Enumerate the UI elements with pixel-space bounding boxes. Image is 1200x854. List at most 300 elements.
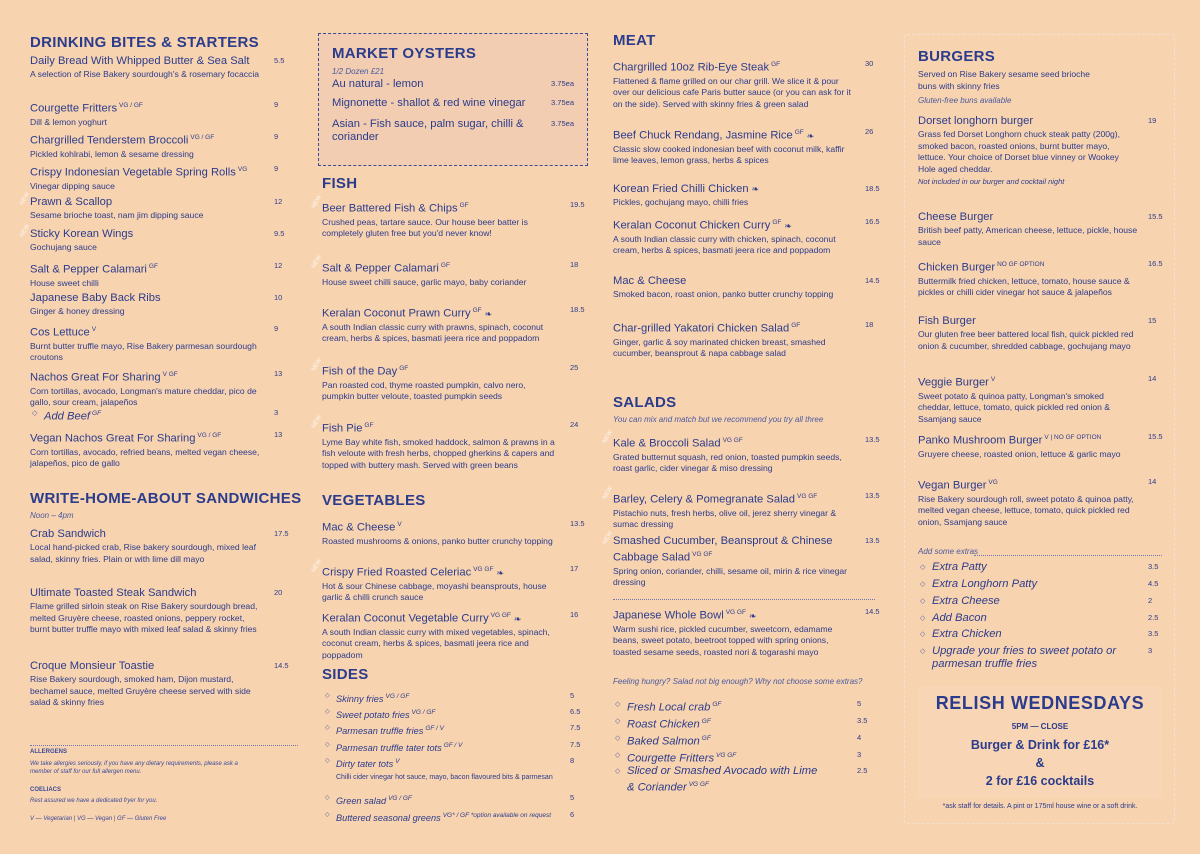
salads-divider: [613, 599, 875, 600]
menu-item: [613, 275, 883, 301]
item-name: Dirty tater tots: [336, 759, 394, 770]
relish-box: [917, 686, 1163, 798]
dietary-tags: GF: [771, 61, 781, 68]
item-name: Buttered seasonal greens: [336, 813, 441, 824]
item-name: Ultimate Toasted Steak Sandwich: [30, 587, 197, 599]
item-name: Mignonette - shallot & red wine vinegar: [332, 97, 526, 109]
item-description: A south Indian classic curry with chicken, spinach, coconut cream, herbs & spices, basmati jeera rice and poppadom: [613, 233, 836, 256]
new-badge: NEW: [601, 429, 615, 445]
item-description: Roasted mushrooms & onions, panko butter crunchy topping: [322, 535, 553, 546]
item-description: Pickles, gochujang mayo, chilli fries: [613, 197, 749, 207]
item-name: Prawn & Scallop: [30, 196, 113, 208]
menu-item: [932, 612, 1166, 625]
item-price: 25: [570, 363, 579, 372]
item-name: Japanese Baby Back Ribs: [30, 292, 161, 304]
item-name: Salt & Pepper Calamari: [322, 262, 439, 275]
dietary-tags: VG* / GF *option available on request: [442, 812, 551, 819]
item-price: 8: [570, 756, 575, 765]
item-price: 17: [570, 564, 579, 573]
item-price: 3: [857, 750, 862, 759]
oysters-heading: MARKET OYSTERS: [332, 45, 477, 62]
menu-item: [310, 558, 588, 604]
item-description: Gruyere cheese, roasted onion, lettuce & garlic mayo: [918, 448, 1121, 459]
menu-item: [310, 414, 588, 472]
item-name: Green salad: [336, 796, 387, 807]
salads-sub: You can mix and match but we recommend you try all three: [613, 415, 824, 424]
drinking-bites-heading: DRINKING BITES & STARTERS: [30, 34, 259, 51]
chili-icon: ❧: [784, 220, 792, 231]
relish-time: 5PM — CLOSE: [1011, 722, 1069, 731]
relish-note: *ask staff for details. A pint or 175ml house wine or a soft drink.: [942, 803, 1138, 810]
dietary-tags: NO GF OPTION: [997, 261, 1045, 268]
item-description: Our gluten free beer battered local fish, quick pickled red onion & cucumber, shredded cabbage, gochujang mayo: [918, 329, 1134, 351]
menu-item: [627, 715, 875, 732]
dietary-tags: GF: [712, 701, 722, 708]
sandwiches-sub: Noon – 4pm: [30, 511, 74, 520]
burgers-intro: Served on Rise Bakery sesame seed brioche buns with skinny fries: [918, 69, 1090, 91]
item-name: Daily Bread With Whipped Butter & Sea Salt: [30, 55, 250, 67]
dietary-tags: GF: [399, 365, 409, 372]
menu-item: [613, 319, 883, 360]
item-description: Classic slow cooked indonesian beef with coconut milk, kaffir lime leaves, lemon grass, herbs & spices: [613, 143, 845, 166]
menu-item: [613, 183, 883, 209]
chili-icon: ❧: [751, 184, 760, 194]
item-description: Crushed peas, tartare sauce. Our house beer batter is completely gluten free but you'd never know!: [322, 216, 528, 239]
item-price: 4: [857, 733, 862, 742]
item-price: 15.5: [1148, 432, 1163, 441]
item-price: 18: [865, 320, 874, 329]
item-price: 3.5: [1148, 562, 1159, 571]
menu-item: [932, 645, 1166, 671]
item-price: 2.5: [857, 766, 868, 775]
menu-item: [601, 429, 883, 475]
item-name: Fresh Local crab: [627, 701, 711, 714]
dietary-tags: V: [397, 521, 402, 528]
item-price: 20: [274, 588, 283, 597]
item-description: Chilli cider vinegar hot sauce, mayo, bacon flavoured bits & parmesan: [336, 774, 553, 782]
item-price: 5: [570, 691, 575, 700]
menu-item: [601, 530, 883, 589]
oyster-item: [332, 118, 574, 144]
menu-item: [627, 765, 875, 795]
dietary-tags: VG / GF: [197, 432, 222, 439]
item-name: Fish Pie: [322, 422, 363, 435]
item-name: Courgette Fritters: [627, 752, 715, 765]
item-price: 14.5: [865, 276, 880, 285]
item-name: Kale & Broccoli Salad: [613, 437, 721, 450]
item-name: Skinny fries: [336, 694, 384, 705]
menu-item: [613, 606, 883, 659]
menu-item: [44, 407, 292, 424]
menu-item: [613, 216, 883, 257]
item-description: Smoked bacon, roast onion, panko butter crunchy topping: [613, 289, 834, 299]
item-price: 13.5: [865, 536, 880, 545]
oyster-item: [332, 78, 574, 91]
item-description: Hot & sour Chinese cabbage, moyashi beansprouts, house garlic & chilli crunch sauce: [322, 580, 547, 603]
relish-offer-1: Burger & Drink for £16*: [970, 738, 1110, 752]
item-price: 9: [274, 100, 279, 109]
dietary-tags: VG / GF: [190, 134, 215, 141]
item-name: Parmesan truffle fries: [336, 726, 424, 737]
dietary-tags: GF: [148, 263, 158, 270]
item-name: Salt & Pepper Calamari: [30, 263, 147, 276]
item-description: Vinegar dipping sauce: [30, 180, 115, 191]
item-description: Burnt butter truffle mayo, Rise Bakery parmesan sourdough croutons: [30, 340, 257, 363]
dietary-tags: GF: [92, 410, 102, 417]
chili-icon: ❧: [806, 130, 815, 141]
chili-icon: ❧: [513, 613, 522, 624]
allergens-title: ALLERGENS: [30, 749, 68, 755]
menu-item: [918, 315, 1166, 352]
item-name: Mac & Cheese: [613, 275, 687, 287]
item-price: 5: [570, 793, 575, 802]
item-name: Chargrilled Tenderstem Broccoli: [30, 134, 189, 147]
item-price: 14.5: [865, 607, 880, 616]
item-description: House sweet chilli sauce, garlic mayo, baby coriander: [322, 276, 527, 287]
menu-item: [322, 518, 588, 547]
item-description: Corn tortillas, avocado, Longman's mature cheddar, pico de gallo, sour cream, jalapeños: [30, 385, 257, 408]
item-name: Dorset longhorn burger: [918, 115, 1034, 127]
chili-icon: ❧: [484, 308, 493, 319]
item-price: 18.5: [570, 305, 585, 314]
item-price: 13: [274, 369, 283, 378]
dietary-tags: VG: [988, 479, 998, 486]
item-description: Gochujang sauce: [30, 242, 97, 252]
item-name: Beef Chuck Rendang, Jasmine Rice: [613, 129, 793, 142]
dietary-tags: GF: [472, 307, 482, 314]
menu-item: [918, 211, 1166, 248]
item-note: Not included in our burger and cocktail night: [918, 177, 1065, 187]
item-description: Rise Bakery sourdough, smoked ham, Dijon mustard, bechamel sauce, melted Gruyère cheese served with side salad & skinny fries: [30, 674, 251, 708]
item-description: Pan roasted cod, thyme roasted pumpkin, calvo nero, pumpkin butter veloute, toasted pumpkin seeds: [322, 379, 526, 402]
relish-ampersand: &: [1035, 756, 1045, 770]
dietary-tags: V: [990, 376, 996, 383]
dietary-tags: VG: [237, 166, 248, 173]
meat-heading: MEAT: [613, 32, 656, 49]
item-name: Roast Chicken: [627, 718, 700, 731]
dietary-tags: VG / GF: [385, 693, 410, 700]
menu-item: [627, 698, 875, 715]
item-name: Barley, Celery & Pomegranate Salad: [613, 493, 795, 506]
item-price: 3.75ea: [551, 119, 574, 128]
item-description: A selection of Rise Bakery sourdough's & rosemary focaccia: [30, 69, 260, 79]
menu-item: [336, 722, 588, 738]
item-name: Extra Cheese: [932, 595, 1000, 607]
item-price: 3.5: [1148, 629, 1159, 638]
menu-item: [918, 476, 1166, 529]
dietary-tags: V GF: [162, 371, 178, 378]
item-name: Upgrade your fries to sweet potato or parmesan truffle fries: [932, 645, 1117, 670]
item-price: 12: [274, 197, 283, 206]
chili-icon: ❧: [748, 610, 757, 621]
item-price: 16.5: [865, 217, 880, 226]
relish-offer-2: 2 for £16 cocktails: [985, 774, 1095, 788]
item-description: Dill & lemon yoghurt: [30, 116, 107, 127]
item-name: Panko Mushroom Burger: [918, 434, 1043, 447]
menu-item: [336, 792, 588, 808]
dietary-tags: VG GF: [473, 566, 494, 573]
item-description: Rise Bakery sourdough roll, sweet potato & quinoa patty, melted vegan cheese, lettuce, tomato, quick pickled red onion, Ssamjang sauce: [918, 493, 1134, 527]
item-description: Ginger & honey dressing: [30, 306, 125, 316]
menu-item: [918, 115, 1166, 188]
item-price: 6: [570, 810, 575, 819]
item-price: 3.75ea: [551, 79, 574, 88]
menu-item: [30, 368, 292, 409]
menu-item: [336, 690, 588, 706]
item-name: Parmesan truffle tater tots: [336, 743, 442, 754]
item-name: Extra Patty: [932, 561, 987, 573]
item-name: Smashed Cucumber, Beansprout & Chinese Cabbage Salad: [613, 535, 833, 564]
menu-item: [322, 609, 588, 662]
new-badge: NEW: [18, 191, 32, 207]
item-description: A south Indian classic curry with prawns, spinach, coconut cream, herbs & spices, basmati jeera rice and poppadom: [322, 321, 544, 344]
menu-item: [18, 223, 292, 254]
item-description: Flattened & flame grilled on our char grill. We slice it & pour over our delicious cafe Paris butter sauce (or you can ask for it on the side). Served with skinny fries & green salad: [613, 75, 851, 109]
item-price: 5.5: [274, 56, 285, 65]
item-price: 13.5: [570, 519, 585, 528]
dietary-tags: V: [395, 758, 400, 765]
menu-item: [613, 58, 883, 111]
allergens-text: We take allergies seriously, if you have any dietary requirements, please ask a member of staff for our full allergen menu.: [30, 761, 238, 775]
item-name: Au natural - lemon: [332, 78, 424, 90]
new-badge: NEW: [310, 254, 324, 270]
item-price: 4.5: [1148, 579, 1159, 588]
item-price: 7.5: [570, 723, 581, 732]
dietary-tags: GF: [459, 202, 469, 209]
salad-extras-note: Feeling hungry? Salad not big enough? Why not choose some extras?: [613, 677, 863, 686]
item-price: 3: [1148, 646, 1153, 655]
item-price: 18: [570, 260, 579, 269]
allergen-legend: V — Vegetarian | VG — Vegan | GF — Gluten Free: [30, 816, 167, 822]
item-price: 6.5: [570, 707, 581, 716]
item-description: Corn tortillas, avocado, refried beans, melted vegan cheese, jalapeños, pico de gallo: [30, 446, 260, 469]
menu-item: [310, 357, 588, 403]
item-description: Local hand-picked crab, Rise bakery sourdough, mixed leaf salad, skinny fries. Plain or with lime dill mayo: [30, 542, 256, 564]
item-name: Crispy Fried Roasted Celeriac: [322, 566, 472, 579]
dietary-tags: GF: [791, 322, 801, 329]
item-description: Flame grilled sirloin steak on Rise Bakery sourdough bread, melted Gruyère cheese, roasted onions, peppery rocket, burnt butter truffle mayo with mixed leaf salad & skinny fries: [30, 601, 258, 635]
menu-item: [932, 595, 1166, 608]
dietary-tags: GF: [701, 735, 711, 742]
item-price: 2: [1148, 596, 1153, 605]
item-description: A south Indian classic curry with mixed vegetables, spinach, coconut cream, herbs & spices, basmati jeera rice and poppadom: [322, 626, 550, 660]
item-name: Fish Burger: [918, 315, 976, 327]
dietary-tags: GF / V: [443, 742, 463, 749]
item-description: Spring onion, coriander, chilli, sesame oil, mirin & rice vinegar dressing: [613, 565, 848, 588]
vegetables-heading: VEGETABLES: [322, 492, 426, 509]
dietary-tags: VG GF: [490, 612, 511, 619]
dietary-tags: GF: [794, 129, 804, 136]
dietary-tags: VG GF: [722, 437, 743, 444]
coeliacs-text: Rest assured we have a dedicated fryer for you.: [30, 798, 158, 804]
item-price: 14.5: [274, 661, 289, 670]
dietary-tags: GF: [701, 718, 711, 725]
item-price: 16: [570, 610, 579, 619]
item-name: Sticky Korean Wings: [30, 228, 134, 240]
item-description: Grated butternut squash, red onion, toasted pumpkin seeds, roast garlic, cider vinegar & miso dressing: [613, 451, 842, 474]
menu-item: [322, 304, 588, 345]
new-badge: NEW: [18, 223, 32, 239]
dietary-tags: V: [91, 326, 97, 333]
item-price: 2.5: [1148, 613, 1159, 622]
item-name: Crispy Indonesian Vegetable Spring Rolls: [30, 166, 236, 179]
item-price: 19.5: [570, 200, 585, 209]
item-price: 13.5: [865, 435, 880, 444]
menu-item: [627, 732, 875, 749]
item-name: Croque Monsieur Toastie: [30, 660, 155, 672]
menu-item: [30, 163, 292, 192]
item-price: 14: [1148, 374, 1157, 383]
item-price: 17.5: [274, 529, 289, 538]
dietary-tags: V | NO GF OPTION: [1044, 434, 1102, 441]
sandwiches-heading: WRITE-HOME-ABOUT SANDWICHES: [30, 490, 302, 507]
item-description: Warm sushi rice, pickled cucumber, sweetcorn, edamame beans, sweet potato, beetroot topped with spring onions, toasted sesame seeds, roasted nori & togarashi mayo: [613, 623, 833, 657]
item-description: Ginger, garlic & soy marinated chicken breast, smashed cucumber, beansprout & napa cabbage salad: [613, 336, 826, 359]
item-price: 9: [274, 132, 279, 141]
menu-item: [336, 706, 588, 722]
item-name: Nachos Great For Sharing: [30, 371, 161, 384]
relish-title: RELISH WEDNESDAYS: [935, 693, 1145, 713]
dietary-tags: VG GF: [692, 551, 713, 558]
item-description: Grass fed Dorset Longhorn chuck steak patty (200g), smoked bacon, roasted onions, burnt butter mayo, lettuce. Your choice of Dorset blue vinney or Wookey Hole aged cheddar.: [918, 129, 1121, 174]
dietary-tags: VG / GF: [119, 102, 143, 109]
item-name: Veggie Burger: [918, 376, 989, 389]
menu-item: [30, 323, 292, 364]
item-price: 12: [274, 261, 283, 270]
menu-item: [30, 292, 292, 318]
dietary-tags: VG GF: [688, 781, 709, 788]
burger-extras-heading: Add some extras: [918, 547, 979, 556]
item-name: Sliced or Smashed Avocado with Lime & Coriander: [627, 765, 818, 794]
new-badge: NEW: [310, 194, 324, 210]
menu-item: [613, 126, 883, 167]
new-badge: NEW: [310, 414, 324, 430]
item-price: 3.5: [857, 716, 868, 725]
item-price: 13: [274, 430, 283, 439]
allergen-divider: [30, 745, 298, 746]
dietary-tags: VG / GF: [411, 709, 436, 716]
menu-item: [918, 373, 1166, 426]
item-price: 13.5: [865, 491, 880, 500]
item-name: Mac & Cheese: [322, 521, 396, 534]
item-name: Beer Battered Fish & Chips: [322, 202, 458, 215]
item-name: Extra Longhorn Patty: [932, 578, 1038, 590]
item-name: Chargrilled 10oz Rib-Eye Steak: [613, 61, 770, 74]
item-name: Keralan Coconut Prawn Curry: [322, 307, 471, 320]
menu-item: [336, 755, 588, 784]
item-name: Add Bacon: [932, 612, 987, 624]
item-price: 14: [1148, 477, 1157, 486]
dietary-tags: GF: [364, 422, 374, 429]
item-price: 15.5: [1148, 212, 1163, 221]
item-name: Baked Salmon: [627, 735, 700, 748]
fish-heading: FISH: [322, 175, 358, 192]
dietary-tags: VG / GF: [388, 795, 412, 802]
dietary-tags: GF: [440, 262, 450, 269]
item-description: House sweet chilli: [30, 277, 99, 288]
item-name: Vegan Burger: [918, 479, 987, 492]
dietary-tags: GF / V: [425, 725, 444, 732]
item-price: 18.5: [865, 184, 880, 193]
item-name: Char-grilled Yakatori Chicken Salad: [613, 322, 790, 335]
menu-item: [932, 628, 1166, 641]
item-price: 5: [857, 699, 862, 708]
dietary-tags: VG GF: [725, 609, 746, 616]
item-price: 10: [274, 293, 283, 302]
menu-item: [601, 485, 883, 531]
item-price: 26: [865, 127, 874, 136]
burgers-intro-note: Gluten-free buns available: [918, 96, 1012, 105]
menu-item: [336, 809, 588, 825]
item-price: 9: [274, 164, 279, 173]
menu-item: [932, 561, 1166, 574]
item-name: Japanese Whole Bowl: [613, 609, 724, 622]
item-price: 7.5: [570, 740, 581, 749]
menu-item: [310, 254, 588, 288]
menu-item: [30, 99, 292, 128]
item-price: 3.75ea: [551, 98, 574, 107]
item-description: Lyme Bay white fish, smoked haddock, salmon & prawns in a fish veloute with fresh herbs, chopped gherkins & capers and topped with buttery mash. Served with green beans: [322, 436, 555, 470]
menu-item: [30, 660, 292, 709]
item-name: Vegan Nachos Great For Sharing: [30, 432, 196, 445]
item-price: 16.5: [1148, 259, 1163, 268]
menu-item: [30, 55, 292, 81]
item-name: Korean Fried Chilli Chicken: [613, 183, 749, 195]
new-badge: NEW: [310, 558, 324, 574]
item-name: Crab Sandwich: [30, 528, 106, 540]
menu-item: [30, 587, 292, 636]
item-name: Cheese Burger: [918, 211, 994, 223]
menu-item: [932, 578, 1166, 591]
menu-item: [18, 191, 292, 222]
sides-heading: SIDES: [322, 666, 369, 683]
item-price: 3: [274, 408, 279, 417]
menu-item: [336, 739, 588, 755]
item-price: 30: [865, 59, 874, 68]
menu-item: [918, 431, 1166, 460]
menu-item: [30, 131, 292, 160]
item-name: Sweet potato fries: [336, 710, 410, 721]
item-name: Keralan Coconut Chicken Curry: [613, 219, 771, 232]
dietary-tags: GF: [772, 219, 782, 226]
salads-heading: SALADS: [613, 394, 677, 411]
dietary-tags: VG GF: [797, 493, 818, 500]
dietary-tags: VG GF: [716, 752, 737, 759]
item-price: 9.5: [274, 229, 285, 238]
menu-item: [627, 749, 875, 766]
item-name: Asian - Fish sauce, palm sugar, chilli & coriander: [332, 118, 524, 143]
item-price: 19: [1148, 116, 1157, 125]
new-badge: NEW: [601, 530, 615, 546]
item-description: Sweet potato & quinoa patty, Longman's smoked cheddar, lettuce, tomato, quick pickled red onion & Ssamjang sauce: [918, 390, 1111, 424]
burger-extras-divider: [974, 555, 1162, 556]
item-name: Add Beef: [44, 410, 91, 423]
oysters-sub: 1/2 Dozen £21: [332, 67, 385, 76]
item-name: Extra Chicken: [932, 628, 1002, 640]
menu-item: [30, 260, 292, 289]
item-description: Sesame brioche toast, nam jim dipping sauce: [30, 210, 204, 220]
item-description: Pickled kohlrabi, lemon & sesame dressing: [30, 148, 194, 159]
item-price: 15: [1148, 316, 1157, 325]
menu-item: [30, 528, 292, 565]
item-name: Courgette Fritters: [30, 102, 118, 115]
item-price: 24: [570, 420, 579, 429]
item-name: Keralan Coconut Vegetable Curry: [322, 612, 489, 625]
item-description: Buttermilk fried chicken, lettuce, tomato, house sauce & pickles or chilli cider vinegar hot sauce & jalapeños: [918, 275, 1130, 298]
item-name: Cos Lettuce: [30, 326, 90, 339]
item-price: 9: [274, 324, 279, 333]
menu-item: [918, 258, 1166, 299]
